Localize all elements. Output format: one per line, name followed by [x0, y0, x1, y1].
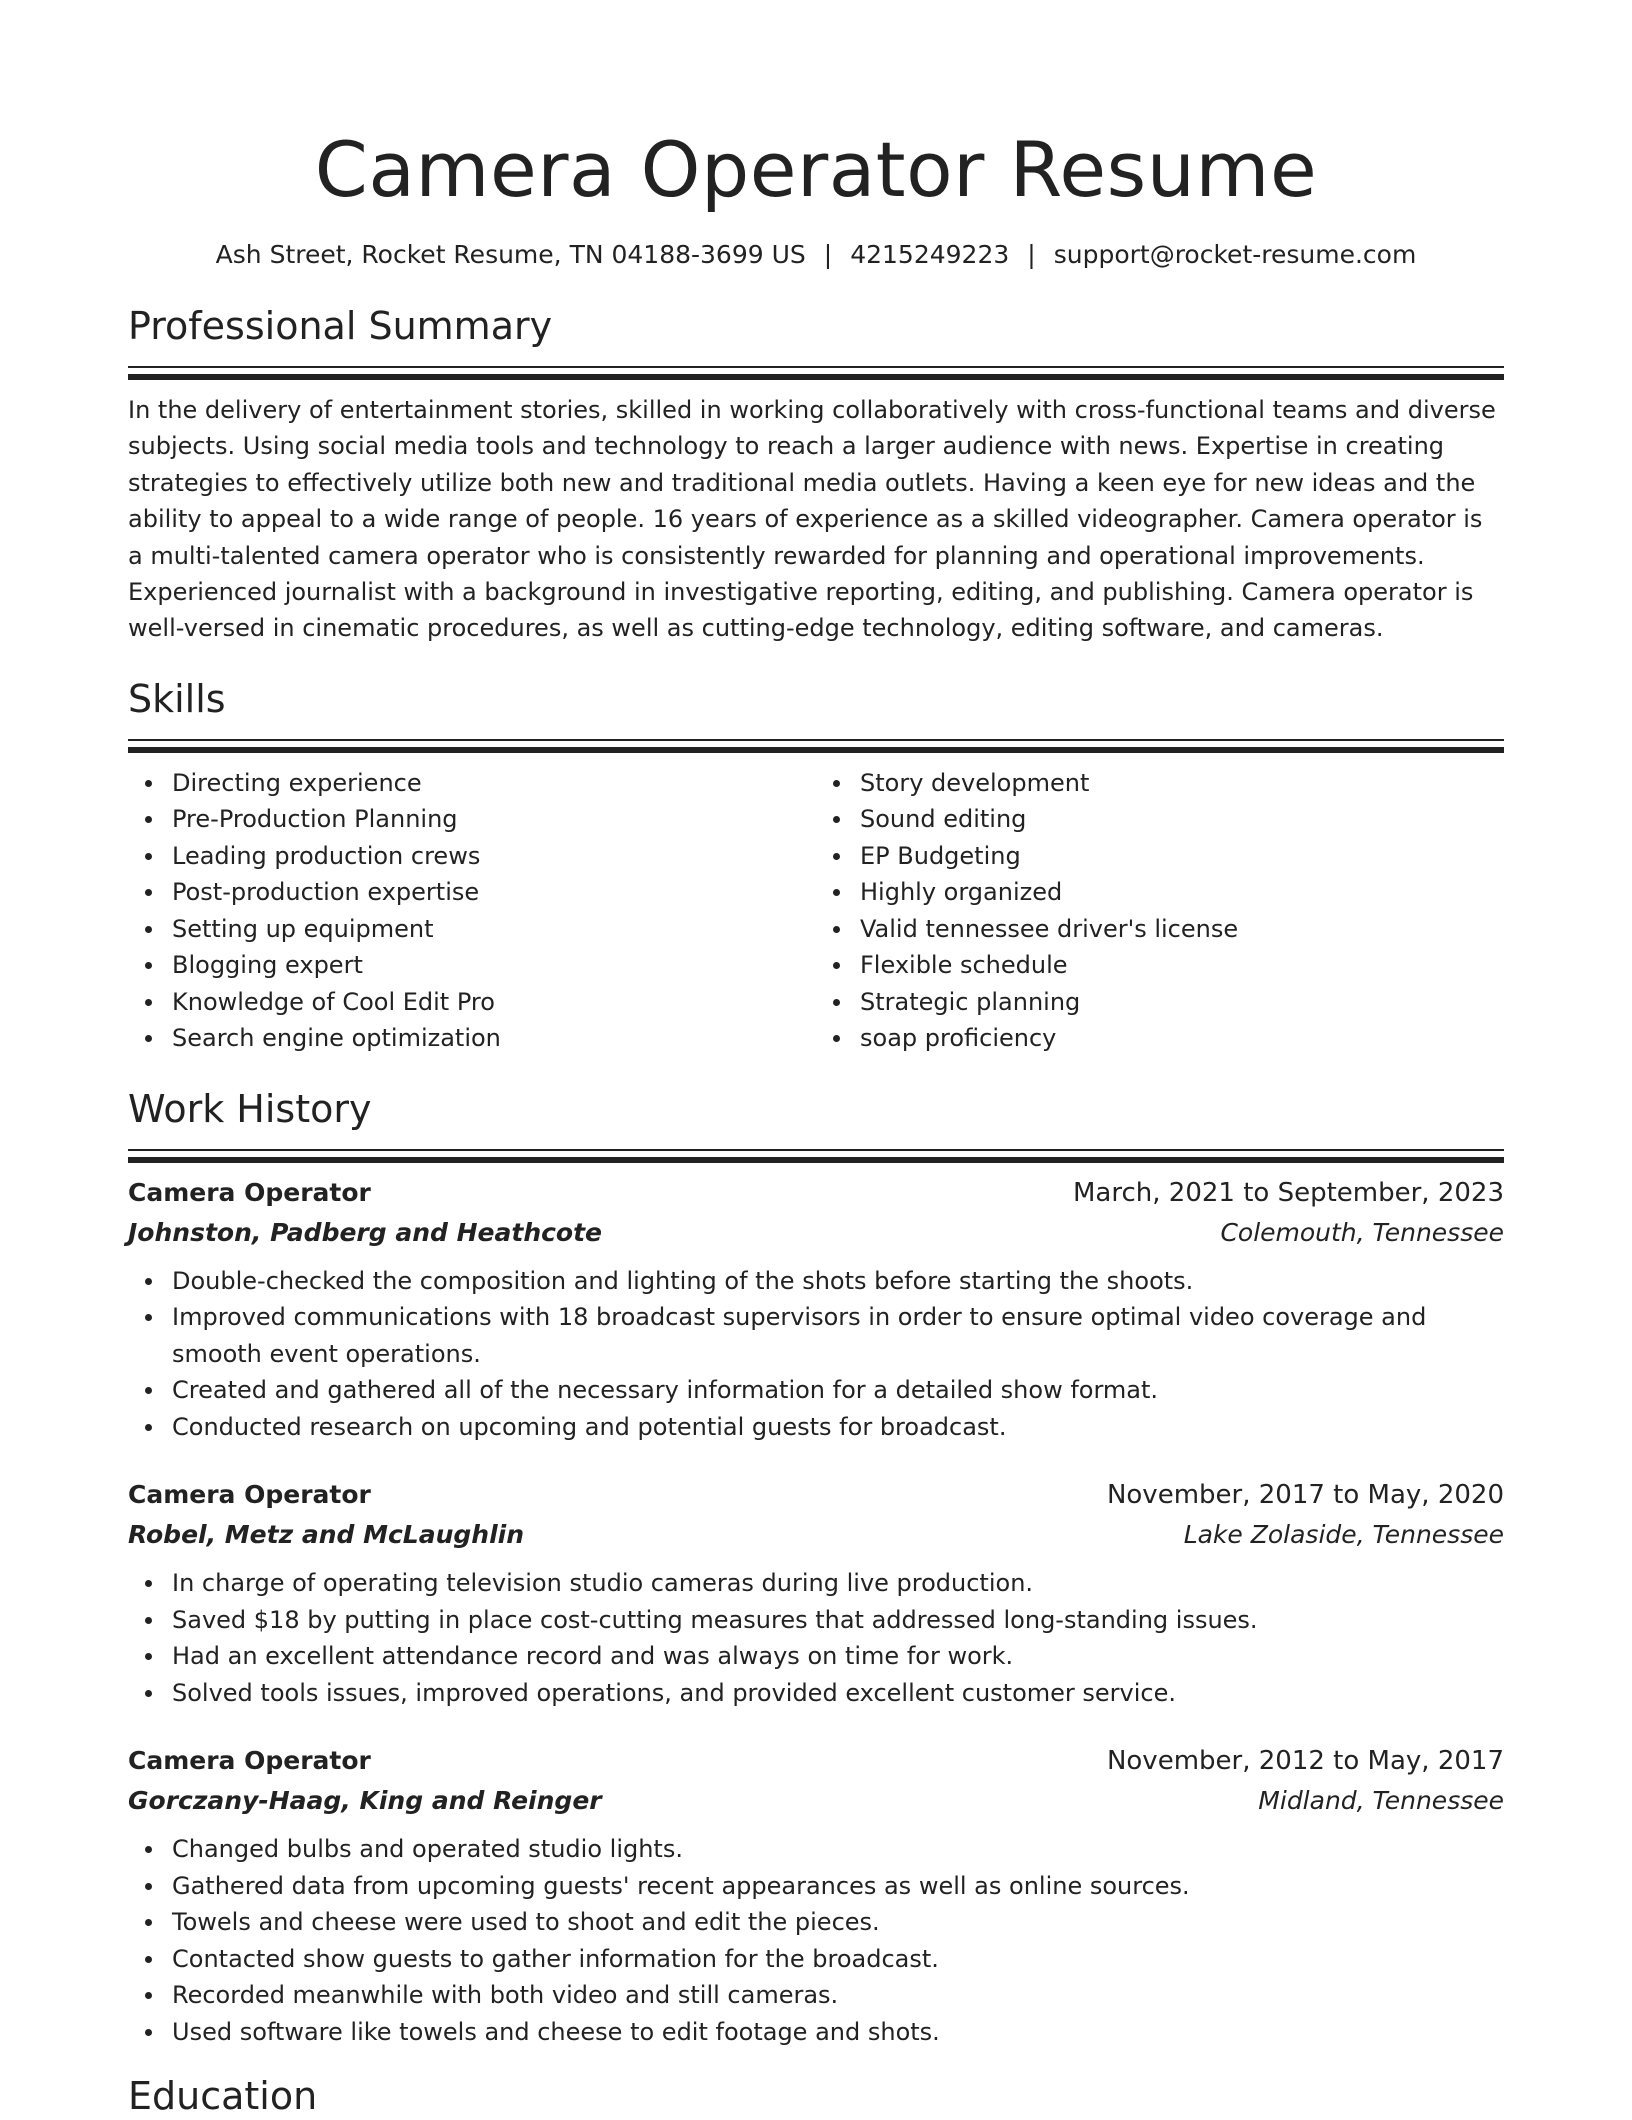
skill-item: EP Budgeting	[816, 838, 1504, 875]
section-divider	[128, 366, 1504, 368]
skill-item: Strategic planning	[816, 984, 1504, 1021]
skill-item: Search engine optimization	[128, 1020, 816, 1057]
skill-item: Sound editing	[816, 801, 1504, 838]
job-company-row	[128, 1213, 1504, 1253]
section-divider	[128, 739, 1504, 741]
skills-section	[128, 675, 1504, 1057]
job-entry	[128, 1741, 1504, 2050]
skill-item: Story development	[816, 765, 1504, 802]
job-entry	[128, 1173, 1504, 1446]
job-location: Midland, Tennessee	[1258, 1786, 1504, 1816]
job-bullet: Saved $18 by putting in place cost-cutting measures that addressed long-standing issues.	[128, 1602, 1504, 1639]
job-bullet: Created and gathered all of the necessary information for a detailed show format.	[128, 1372, 1504, 1409]
work-history-section	[128, 1085, 1504, 2051]
job-company-row	[128, 1515, 1504, 1555]
section-heading-skills: Skills	[128, 676, 226, 721]
contact-phone: 4215249223	[850, 240, 1010, 269]
job-header-row	[128, 1741, 1504, 1781]
job-bullet: Changed bulbs and operated studio lights.	[128, 1831, 1504, 1868]
summary-section	[128, 302, 1504, 647]
job-bullets	[128, 1831, 1504, 2050]
contact-address: Ash Street, Rocket Resume, TN 04188-3699 US	[215, 240, 806, 269]
job-bullet: In charge of operating television studio cameras during live production.	[128, 1565, 1504, 1602]
job-bullet: Improved communications with 18 broadcast supervisors in order to ensure optimal video coverage and smooth event operations.	[128, 1299, 1504, 1372]
job-title: Camera Operator	[128, 1177, 371, 1207]
section-heading-summary: Professional Summary	[128, 304, 553, 348]
job-location: Lake Zolaside, Tennessee	[1183, 1520, 1504, 1550]
section-heading-education: Education	[128, 2074, 318, 2119]
contact-email: support@rocket-resume.com	[1053, 240, 1417, 269]
summary-text: In the delivery of entertainment stories, skilled in working collaboratively with cross-functional teams and diverse subjects. Using social media tools and technology to reach a larger audience with news. Expertise in creating strategies to effectively utilize both new and traditional media outlets. Having a keen eye for new ideas and the ability to appeal to a wide range of people. 16 years of experience as a skilled videographer. Camera operator is a multi-talented camera operator who is consistently rewarded for planning and operational improvements. Experienced journalist with a background in investigative reporting, editing, and publishing. Camera operator is well-versed in cinematic procedures, as well as cutting-edge technology, editing software, and cameras.	[128, 396, 1496, 643]
resume-title: Camera Operator Resume	[314, 125, 1318, 214]
job-company-row	[128, 1781, 1504, 1821]
resume-page	[128, 0, 1504, 2120]
job-bullet: Recorded meanwhile with both video and still cameras.	[128, 1977, 1504, 2014]
job-bullet: Towels and cheese were used to shoot and edit the pieces.	[128, 1904, 1504, 1941]
skill-item: Pre-Production Planning	[128, 801, 816, 838]
section-heading-work-history: Work History	[128, 1086, 372, 1131]
job-location: Colemouth, Tennessee	[1220, 1217, 1504, 1247]
job-bullet: Conducted research on upcoming and potential guests for broadcast.	[128, 1409, 1504, 1446]
skill-item: Highly organized	[816, 874, 1504, 911]
contact-separator: |	[823, 240, 833, 269]
job-company: Gorczany-Haag, King and Reinger	[128, 1786, 602, 1816]
contact-separator: |	[1027, 240, 1036, 269]
job-bullet: Had an excellent attendance record and was always on time for work.	[128, 1638, 1504, 1675]
skill-item: Setting up equipment	[128, 911, 816, 948]
job-bullets	[128, 1263, 1504, 1446]
job-bullet: Double-checked the composition and lighting of the shots before starting the shoots.	[128, 1263, 1504, 1300]
skills-list-right	[816, 765, 1504, 1057]
job-header-row	[128, 1475, 1504, 1515]
skill-item: Flexible schedule	[816, 947, 1504, 984]
job-dates: November, 2017 to May, 2020	[1106, 1480, 1504, 1511]
job-bullet: Contacted show guests to gather information for the broadcast.	[128, 1941, 1504, 1978]
job-bullet: Solved tools issues, improved operations, and provided excellent customer service.	[128, 1675, 1504, 1712]
skills-list-left	[128, 765, 816, 1057]
job-title: Camera Operator	[128, 1746, 371, 1776]
education-section	[128, 2072, 1504, 2120]
skill-item: Post-production expertise	[128, 874, 816, 911]
skill-item: Directing experience	[128, 765, 816, 802]
job-entry	[128, 1475, 1504, 1711]
job-header-row	[128, 1173, 1504, 1213]
job-title: Camera Operator	[128, 1480, 371, 1510]
section-divider	[128, 1149, 1504, 1151]
skills-columns	[128, 765, 1504, 1057]
job-bullet: Used software like towels and cheese to edit footage and shots.	[128, 2014, 1504, 2051]
skill-item: Leading production crews	[128, 838, 816, 875]
job-dates: November, 2012 to May, 2017	[1106, 1746, 1504, 1777]
skill-item: soap proficiency	[816, 1020, 1504, 1057]
job-company: Johnston, Padberg and Heathcote	[128, 1217, 603, 1247]
contact-line	[128, 238, 1504, 272]
skill-item: Blogging expert	[128, 947, 816, 984]
job-bullet: Gathered data from upcoming guests' recent appearances as well as online sources.	[128, 1868, 1504, 1905]
skill-item: Knowledge of Cool Edit Pro	[128, 984, 816, 1021]
skill-item: Valid tennessee driver's license	[816, 911, 1504, 948]
job-bullets	[128, 1565, 1504, 1711]
job-company: Robel, Metz and McLaughlin	[128, 1520, 525, 1550]
job-dates: March, 2021 to September, 2023	[1073, 1177, 1504, 1208]
